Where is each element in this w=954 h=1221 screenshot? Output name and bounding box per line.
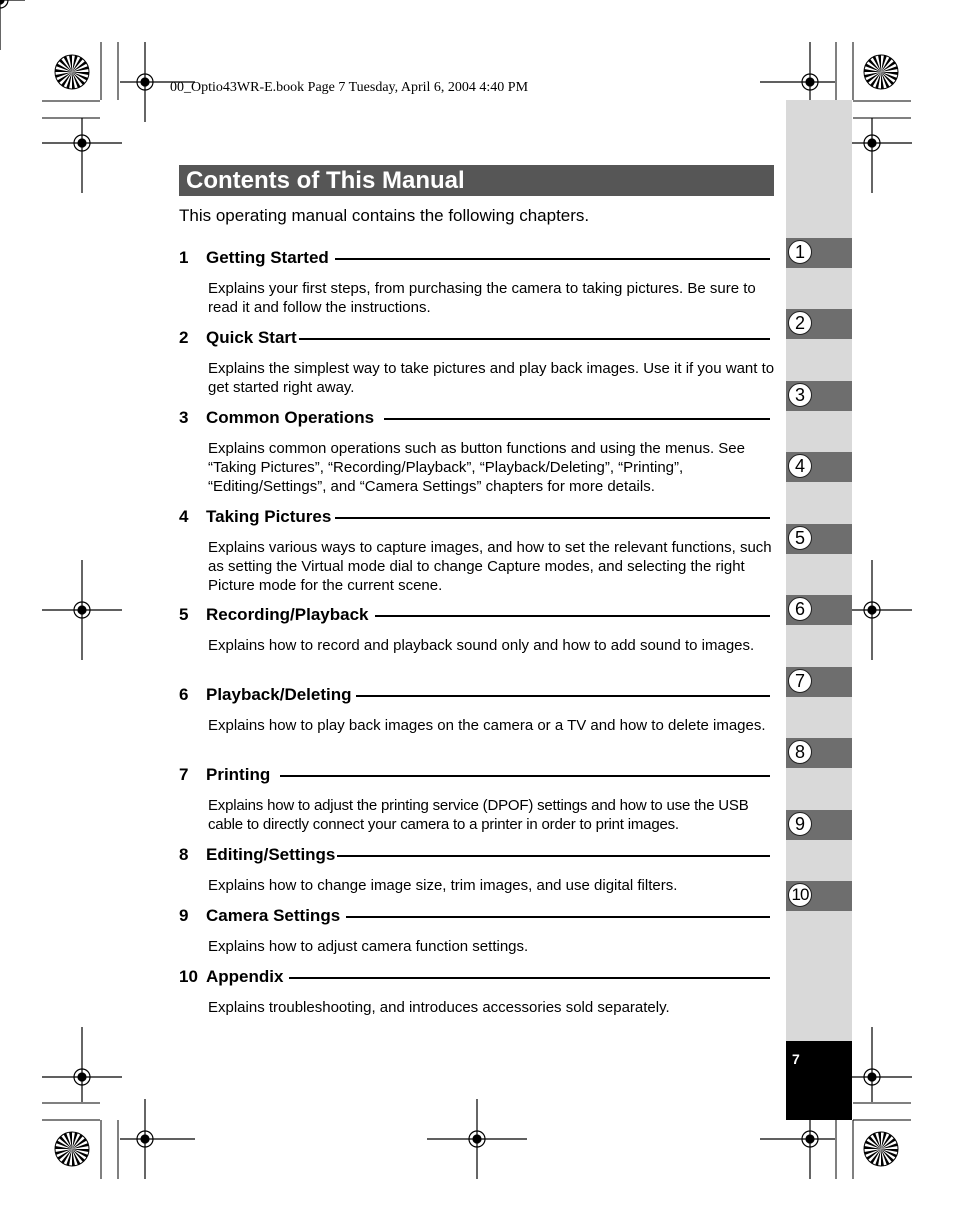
leader-rule	[346, 916, 770, 918]
tab-number: 3	[788, 383, 812, 407]
chapter-title: Appendix	[206, 967, 284, 986]
chapter-description: Explains troubleshooting, and introduces accessories sold separately.	[208, 999, 670, 1016]
chapter-description: Explains your first steps, from purchasing the camera to taking pictures. Be sure to read it and follow the instructions.	[208, 280, 756, 316]
chapter-number: 6	[179, 685, 189, 704]
star-target-icon	[55, 1132, 89, 1166]
chapter-heading	[179, 247, 770, 269]
chapter-heading	[179, 764, 770, 786]
tab-number: 5	[788, 526, 812, 550]
chapter-heading	[179, 966, 770, 988]
leader-rule	[299, 338, 770, 340]
chapter-heading	[179, 327, 770, 349]
page-number-box	[786, 1041, 852, 1120]
chapter-tab[interactable]	[786, 452, 852, 482]
chapter-heading	[179, 604, 770, 626]
leader-rule	[335, 258, 770, 260]
chapter-tab[interactable]	[786, 309, 852, 339]
chapter-tab[interactable]	[786, 595, 852, 625]
chapter-title: Common Operations	[206, 408, 375, 427]
tab-number: 2	[788, 311, 812, 335]
chapter-title: Camera Settings	[206, 906, 341, 925]
intro-text: This operating manual contains the following chapters.	[179, 206, 590, 225]
chapter-heading	[179, 844, 770, 866]
chapter-description: Explains how to adjust the printing service (DPOF) settings and how to use the USB cable to directly connect your camera to a printer in order to print images.	[208, 797, 749, 833]
tab-number: 1	[788, 240, 812, 264]
page-number: 7	[792, 1051, 800, 1067]
leader-rule	[280, 775, 770, 777]
chapter-number: 8	[179, 845, 189, 864]
chapter-tab[interactable]	[786, 524, 852, 554]
page-title-bar	[179, 165, 774, 196]
chapter-tab[interactable]	[786, 738, 852, 768]
chapter-title: Taking Pictures	[206, 507, 332, 526]
leader-rule	[335, 517, 770, 519]
chapter-description: Explains how to change image size, trim images, and use digital filters.	[208, 877, 678, 894]
print-header-line: 00_Optio43WR-E.book Page 7 Tuesday, April 6, 2004 4:40 PM	[170, 80, 529, 95]
tab-number: 10	[788, 883, 812, 907]
tab-number: 6	[788, 597, 812, 621]
chapter-heading	[179, 684, 770, 706]
chapter-title: Playback/Deleting	[206, 685, 352, 704]
chapter-description: Explains how to adjust camera function settings.	[208, 938, 529, 955]
chapter-heading	[179, 506, 770, 528]
star-target-icon	[864, 1132, 898, 1166]
chapter-number: 4	[179, 507, 189, 526]
tab-number: 7	[788, 669, 812, 693]
star-target-icon	[864, 55, 898, 89]
chapter-title: Editing/Settings	[206, 845, 336, 864]
chapter-number: 10	[179, 967, 198, 986]
chapter-title: Quick Start	[206, 328, 297, 347]
tab-number: 8	[788, 740, 812, 764]
chapter-description: Explains common operations such as button functions and using the menus. See “Taking Pictures”, “Recording/Playback”, “Playback/Deleting”, “Printing”, “Editing/Settings”, and “Camera Settings” chapters for more details.	[208, 440, 745, 495]
chapter-number: 2	[179, 328, 189, 347]
tab-number: 9	[788, 812, 812, 836]
leader-rule	[289, 977, 770, 979]
chapter-tab[interactable]	[786, 881, 852, 911]
page-title: Contents of This Manual	[186, 167, 465, 194]
chapter-heading	[179, 905, 770, 927]
chapter-tab[interactable]	[786, 667, 852, 697]
chapter-title: Getting Started	[206, 248, 329, 267]
chapter-tab[interactable]	[786, 381, 852, 411]
chapter-number: 5	[179, 605, 189, 624]
chapter-tab[interactable]	[786, 238, 852, 268]
star-target-icon	[55, 55, 89, 89]
leader-rule	[356, 695, 770, 697]
leader-rule	[337, 855, 770, 857]
chapter-title: Recording/Playback	[206, 605, 369, 624]
chapter-number: 1	[179, 248, 189, 267]
chapter-heading	[179, 407, 770, 429]
chapter-number: 3	[179, 408, 189, 427]
chapter-title: Printing	[206, 765, 271, 784]
chapter-number: 9	[179, 906, 189, 925]
leader-rule	[384, 418, 770, 420]
chapter-description: Explains the simplest way to take pictures and play back images. Use it if you want to get started right away.	[208, 360, 775, 396]
leader-rule	[375, 615, 770, 617]
chapter-description: Explains how to record and playback sound only and how to add sound to images.	[208, 637, 755, 654]
chapter-description: Explains how to play back images on the camera or a TV and how to delete images.	[208, 717, 766, 734]
chapter-description: Explains various ways to capture images, and how to set the relevant functions, such as setting the Virtual mode dial to change Capture modes, and selecting the right Picture mode for the current scene.	[208, 539, 772, 594]
tab-number: 4	[788, 454, 812, 478]
chapter-number: 7	[179, 765, 189, 784]
chapter-tab[interactable]	[786, 810, 852, 840]
